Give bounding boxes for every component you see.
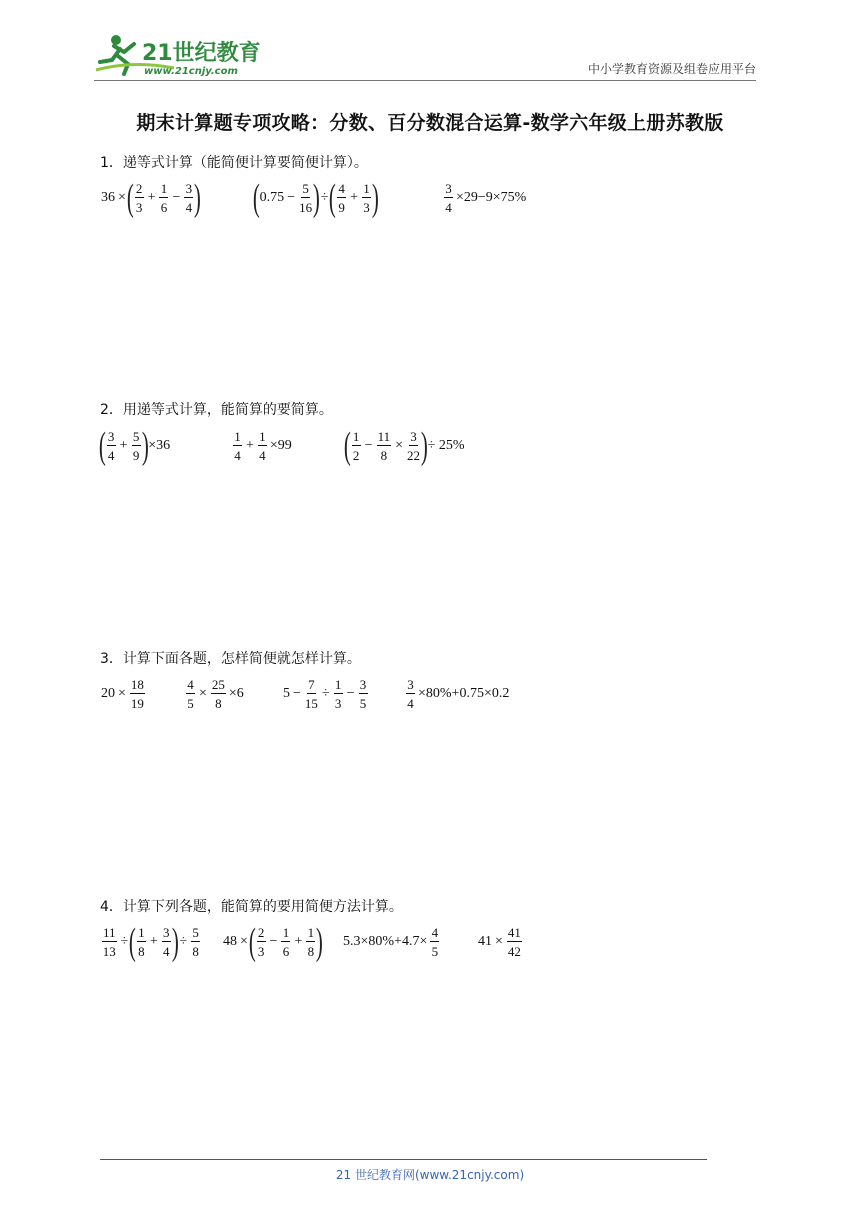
right-paren: ): [194, 177, 202, 219]
question-1-expressions: [100, 176, 800, 220]
fraction: $\frac{1}{4}$: [234, 429, 241, 463]
operator: ×: [395, 438, 403, 453]
runner-logo-icon: [94, 30, 264, 80]
fraction: $\frac{4}{5}$: [431, 925, 439, 959]
footer-link[interactable]: 21 世纪教育网(www.21cnjy.com): [335, 1168, 525, 1182]
fraction: $\frac{1}{3}$: [363, 181, 370, 215]
question-4-expressions: [100, 920, 800, 964]
header-divider: [94, 80, 756, 81]
fraction: $\frac{3}{5}$: [359, 677, 367, 711]
logo-text: 21世纪教育: [142, 41, 261, 66]
header-platform-text: 中小学教育资源及组卷应用平台: [587, 62, 756, 76]
operator: +: [246, 438, 254, 453]
q3-expr-4: [404, 672, 510, 716]
term: 41: [478, 934, 492, 949]
fraction: $\frac{3}{4}$: [163, 925, 170, 959]
fraction: $\frac{11}{13}$: [102, 925, 116, 959]
fraction: $\frac{1}{3}$: [334, 677, 342, 711]
q4-expr-2: [222, 920, 322, 964]
q1-expr-1: [100, 176, 200, 220]
operator: +: [119, 438, 128, 453]
right-paren: ): [312, 177, 320, 219]
operator: −: [293, 686, 301, 701]
question-3-expressions: [100, 672, 800, 716]
fraction: $\frac{1}{6}$: [282, 925, 290, 959]
fraction: $\frac{1}{2}$: [352, 429, 360, 463]
q2-expr-3: [345, 424, 466, 468]
question-2-expressions: [100, 424, 800, 468]
operator: +: [149, 934, 158, 949]
fraction: $\frac{3}{22}$: [407, 429, 420, 463]
term: ×6: [228, 686, 244, 701]
term: ×36: [148, 438, 171, 453]
operator: −: [269, 934, 278, 949]
fraction: $\frac{3}{4}$: [407, 677, 414, 711]
operator: ÷: [120, 934, 129, 949]
operator: +: [147, 190, 156, 205]
question-2-title: 2．用递等式计算，能简算的要简算。: [100, 402, 333, 418]
q4-expr-3: [342, 920, 441, 964]
q1-expr-2: [254, 176, 378, 220]
footer-divider: [100, 1159, 707, 1160]
fraction: $\frac{1}{8}$: [307, 925, 315, 959]
right-paren: ): [316, 921, 324, 963]
logo-url: www.21cnjy.com: [144, 66, 238, 77]
fraction: $\frac{1}{8}$: [138, 925, 145, 959]
left-paren: (: [98, 425, 106, 467]
term: 48: [223, 934, 237, 949]
question-3-title: 3．计算下面各题，怎样简便就怎样计算。: [100, 651, 361, 667]
term: ÷ 25%: [427, 438, 465, 453]
operator: −: [172, 190, 181, 205]
right-paren: ): [141, 425, 149, 467]
q2-expr-2: [231, 424, 293, 468]
site-logo: [94, 30, 264, 80]
term: 0.75: [259, 190, 285, 205]
left-paren: (: [252, 177, 260, 219]
operator: ÷: [320, 190, 329, 205]
fraction: $\frac{4}{9}$: [338, 181, 345, 215]
right-paren: ): [371, 177, 379, 219]
operator: ÷: [321, 686, 330, 701]
fraction: $\frac{7}{15}$: [304, 677, 318, 711]
fraction: $\frac{1}{6}$: [160, 181, 168, 215]
operator: ×: [199, 686, 207, 701]
term: 36: [101, 190, 115, 205]
operator: ×: [118, 190, 126, 205]
left-paren: (: [248, 921, 256, 963]
right-paren: ): [171, 921, 179, 963]
operator: ×: [118, 686, 126, 701]
q3-expr-1: [100, 672, 147, 716]
q3-expr-3: [282, 672, 370, 716]
q2-expr-1: [100, 424, 171, 468]
operator: +: [294, 934, 303, 949]
left-paren: (: [126, 177, 134, 219]
fraction: $\frac{25}{8}$: [211, 677, 225, 711]
term: 5.3×80%+4.7×: [343, 934, 428, 949]
fraction: $\frac{41}{42}$: [507, 925, 521, 959]
term: ×80%+0.75×0.2: [418, 686, 510, 701]
q4-expr-4: [477, 920, 524, 964]
fraction: $\frac{5}{9}$: [132, 429, 140, 463]
q4-expr-1: [100, 920, 202, 964]
q3-expr-2: [184, 672, 245, 716]
q1-expr-3: [442, 176, 527, 220]
term: 5: [283, 686, 290, 701]
fraction: $\frac{2}{3}$: [135, 181, 143, 215]
fraction: $\frac{5}{16}$: [299, 181, 313, 215]
fraction: $\frac{5}{8}$: [192, 925, 199, 959]
operator: ×: [240, 934, 248, 949]
term: 20: [101, 686, 115, 701]
fraction: $\frac{11}{8}$: [377, 429, 391, 463]
fraction: $\frac{3}{4}$: [107, 429, 115, 463]
term: ×99: [269, 438, 292, 453]
operator: ÷: [179, 934, 188, 949]
question-1-title: 1．递等式计算（能简便计算要简便计算）。: [100, 155, 368, 171]
question-4-title: 4．计算下列各题，能简算的要用简便方法计算。: [100, 899, 403, 915]
fraction: $\frac{4}{5}$: [187, 677, 194, 711]
document-title: 期末计算题专项攻略：分数、百分数混合运算-数学六年级上册苏教版: [136, 112, 724, 134]
right-paren: ): [420, 425, 428, 467]
term: ×29−9×75%: [456, 190, 527, 205]
fraction: $\frac{18}{19}$: [130, 677, 144, 711]
left-paren: (: [129, 921, 137, 963]
fraction: $\frac{3}{4}$: [445, 181, 452, 215]
operator: −: [364, 438, 373, 453]
operator: −: [346, 686, 355, 701]
operator: ×: [495, 934, 503, 949]
operator: +: [350, 190, 358, 205]
fraction: $\frac{3}{4}$: [185, 181, 193, 215]
left-paren: (: [329, 177, 337, 219]
operator: −: [287, 190, 296, 205]
fraction: $\frac{2}{3}$: [257, 925, 265, 959]
fraction: $\frac{1}{4}$: [259, 429, 266, 463]
left-paren: (: [343, 425, 351, 467]
